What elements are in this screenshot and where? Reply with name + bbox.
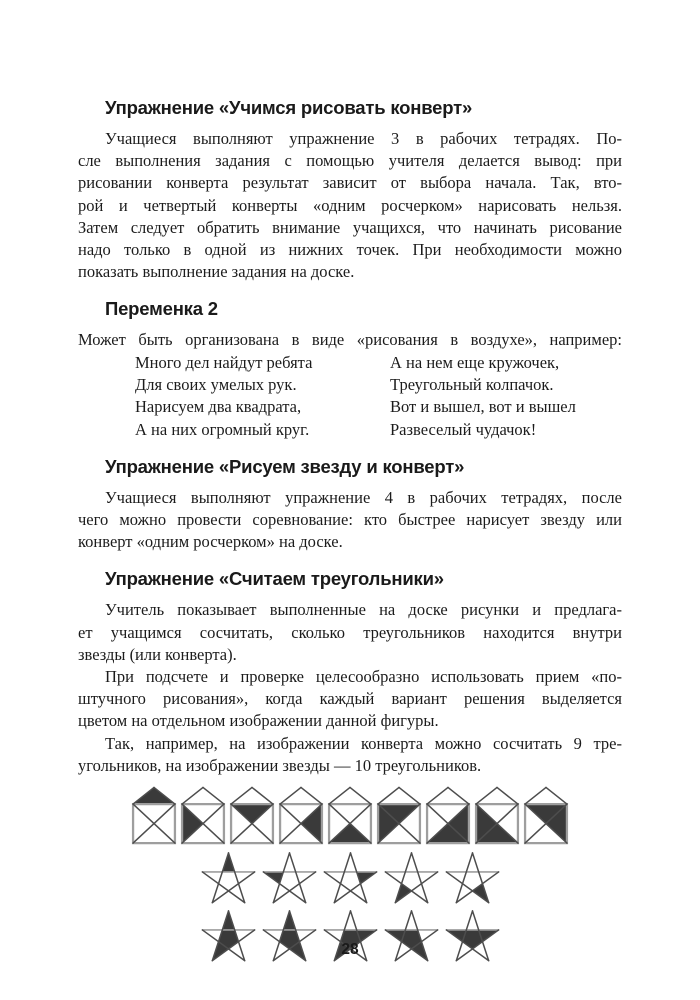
envelopes-row [78,786,622,845]
figure-line [228,853,244,903]
text-line: А на них огромный круг. [135,419,310,439]
text-line: цветом на отдельном изображении данной фигуры. [78,711,439,731]
section-heading-break2: Переменка 2 [105,298,218,320]
text-line: Затем следует обратить внимание учащихся, что начинать рисование [78,217,622,237]
figure-line [212,853,228,903]
text-line: Учащиеся выполняют упражнение 3 в рабочих тетрадях. По- [105,129,622,148]
text-line: чего можно провести соревнование: кто быстрее нарисует звезду или [78,510,622,530]
text-line: Развеселый чудачок! [390,419,537,439]
figure-line [212,872,254,903]
figure-line [280,787,301,804]
star-figure [261,852,318,906]
figure-line [456,872,498,903]
rhyme-column-right [390,352,622,441]
figure-line [329,787,350,804]
filled-triangle [222,853,234,872]
figure-line [399,787,420,804]
figure-line [202,872,244,903]
filled-triangle [182,804,203,843]
figure-line [476,787,497,804]
rhyme-column-left [135,352,390,441]
envelope-figure [523,786,569,845]
text-line: сле выполнения задания с помощью учителя делается вывод: при [78,151,622,171]
figure-line [334,853,350,903]
figure-line [378,787,399,804]
envelope-figure [180,786,226,845]
envelope-figure [327,786,373,845]
figure-line [263,872,305,903]
text-line: Вот и вышел, вот и вышел [390,397,576,417]
text-line: штучного рисования», когда каждый вариант решения выделяется [78,689,622,709]
star-figure [322,852,379,906]
triangle-counting-figure [78,786,622,964]
figure-line [385,872,427,903]
text-line: угольников, на изображении звезды — 10 треугольников. [78,755,482,775]
figure-line [231,787,252,804]
paragraph-envelope-exercise [78,128,622,283]
text-line: А на нем еще кружочек, [390,352,560,372]
filled-triangle [133,787,175,804]
figure-line [334,872,376,903]
star-figure [383,852,440,906]
text-line: Нарисуем два квадрата, [135,397,302,417]
figure-line [546,787,567,804]
filled-triangle [329,824,371,844]
rhyme-two-columns [78,352,622,441]
text-line: рой и четвертый конверты «одним росчерком» нарисовать нельзя. [78,195,622,215]
text-line: Учащиеся выполняют упражнение 4 в рабочих тетрадях, после [105,487,622,507]
figure-line [203,787,224,804]
figure-line [427,787,448,804]
filled-triangle [231,804,273,824]
paragraph-break2-intro [78,329,622,351]
page-number: 28 [341,941,359,958]
section-heading-count-triangles: Упражнение «Считаем треугольники» [105,568,444,590]
text-line: Может быть организована в виде «рисования в воздухе», например: [78,330,622,350]
paragraph-count-triangles-3 [78,733,622,777]
envelope-figure [131,786,177,845]
figure-line [182,787,203,804]
stars-outline-row [78,852,622,906]
figure-line [448,787,469,804]
text-line: Учитель показывает выполненные на доске рисунки и предлага- [105,600,622,620]
text-line: Много дел найдут ребята [135,352,313,372]
figure-line [301,787,322,804]
paragraph-count-triangles-2 [78,666,622,733]
figure-line [411,853,427,903]
text-line: надо только в одной из нижних точек. При необходимости можно [78,240,622,260]
paragraph-count-triangles-1 [78,599,622,666]
text-line: конверт «одним росчерком» на доске. [78,532,343,552]
text-line: Треугольный колпачок. [390,374,554,394]
envelope-figure [229,786,275,845]
text-line: ет учащимся сосчитать, сколько треугольников находится внутри [78,622,622,642]
section-heading-draw-star-envelope: Упражнение «Рисуем звезду и конверт» [105,455,465,477]
text-line: Для своих умелых рук. [135,374,297,394]
figure-line [289,853,305,903]
text-line: показать выполнение задания на доске. [78,262,355,282]
figure-line [497,787,518,804]
figure-line [350,787,371,804]
paragraph-star-envelope-exercise [78,487,622,554]
figure-line [252,787,273,804]
envelope-figure [425,786,471,845]
text-line: При подсчете и проверке целесообразно использовать прием «по- [105,667,622,687]
figure-line [525,787,546,804]
star-figure [200,852,257,906]
text-line: Так, например, на изображении конверта можно сосчитать 9 тре- [105,733,622,753]
section-heading-learn-draw-envelope: Упражнение «Учимся рисовать конверт» [105,97,473,118]
figure-line [456,853,472,903]
text-line: звезды (или конверта). [78,644,237,664]
filled-triangle [301,804,322,843]
text-line: рисовании конверта результат зависит от выбора начала. Так, вто- [78,173,622,193]
page-content [78,0,622,964]
envelope-figure [278,786,324,845]
star-figure [444,852,501,906]
envelope-figure [376,786,422,845]
envelope-figure [474,786,520,845]
